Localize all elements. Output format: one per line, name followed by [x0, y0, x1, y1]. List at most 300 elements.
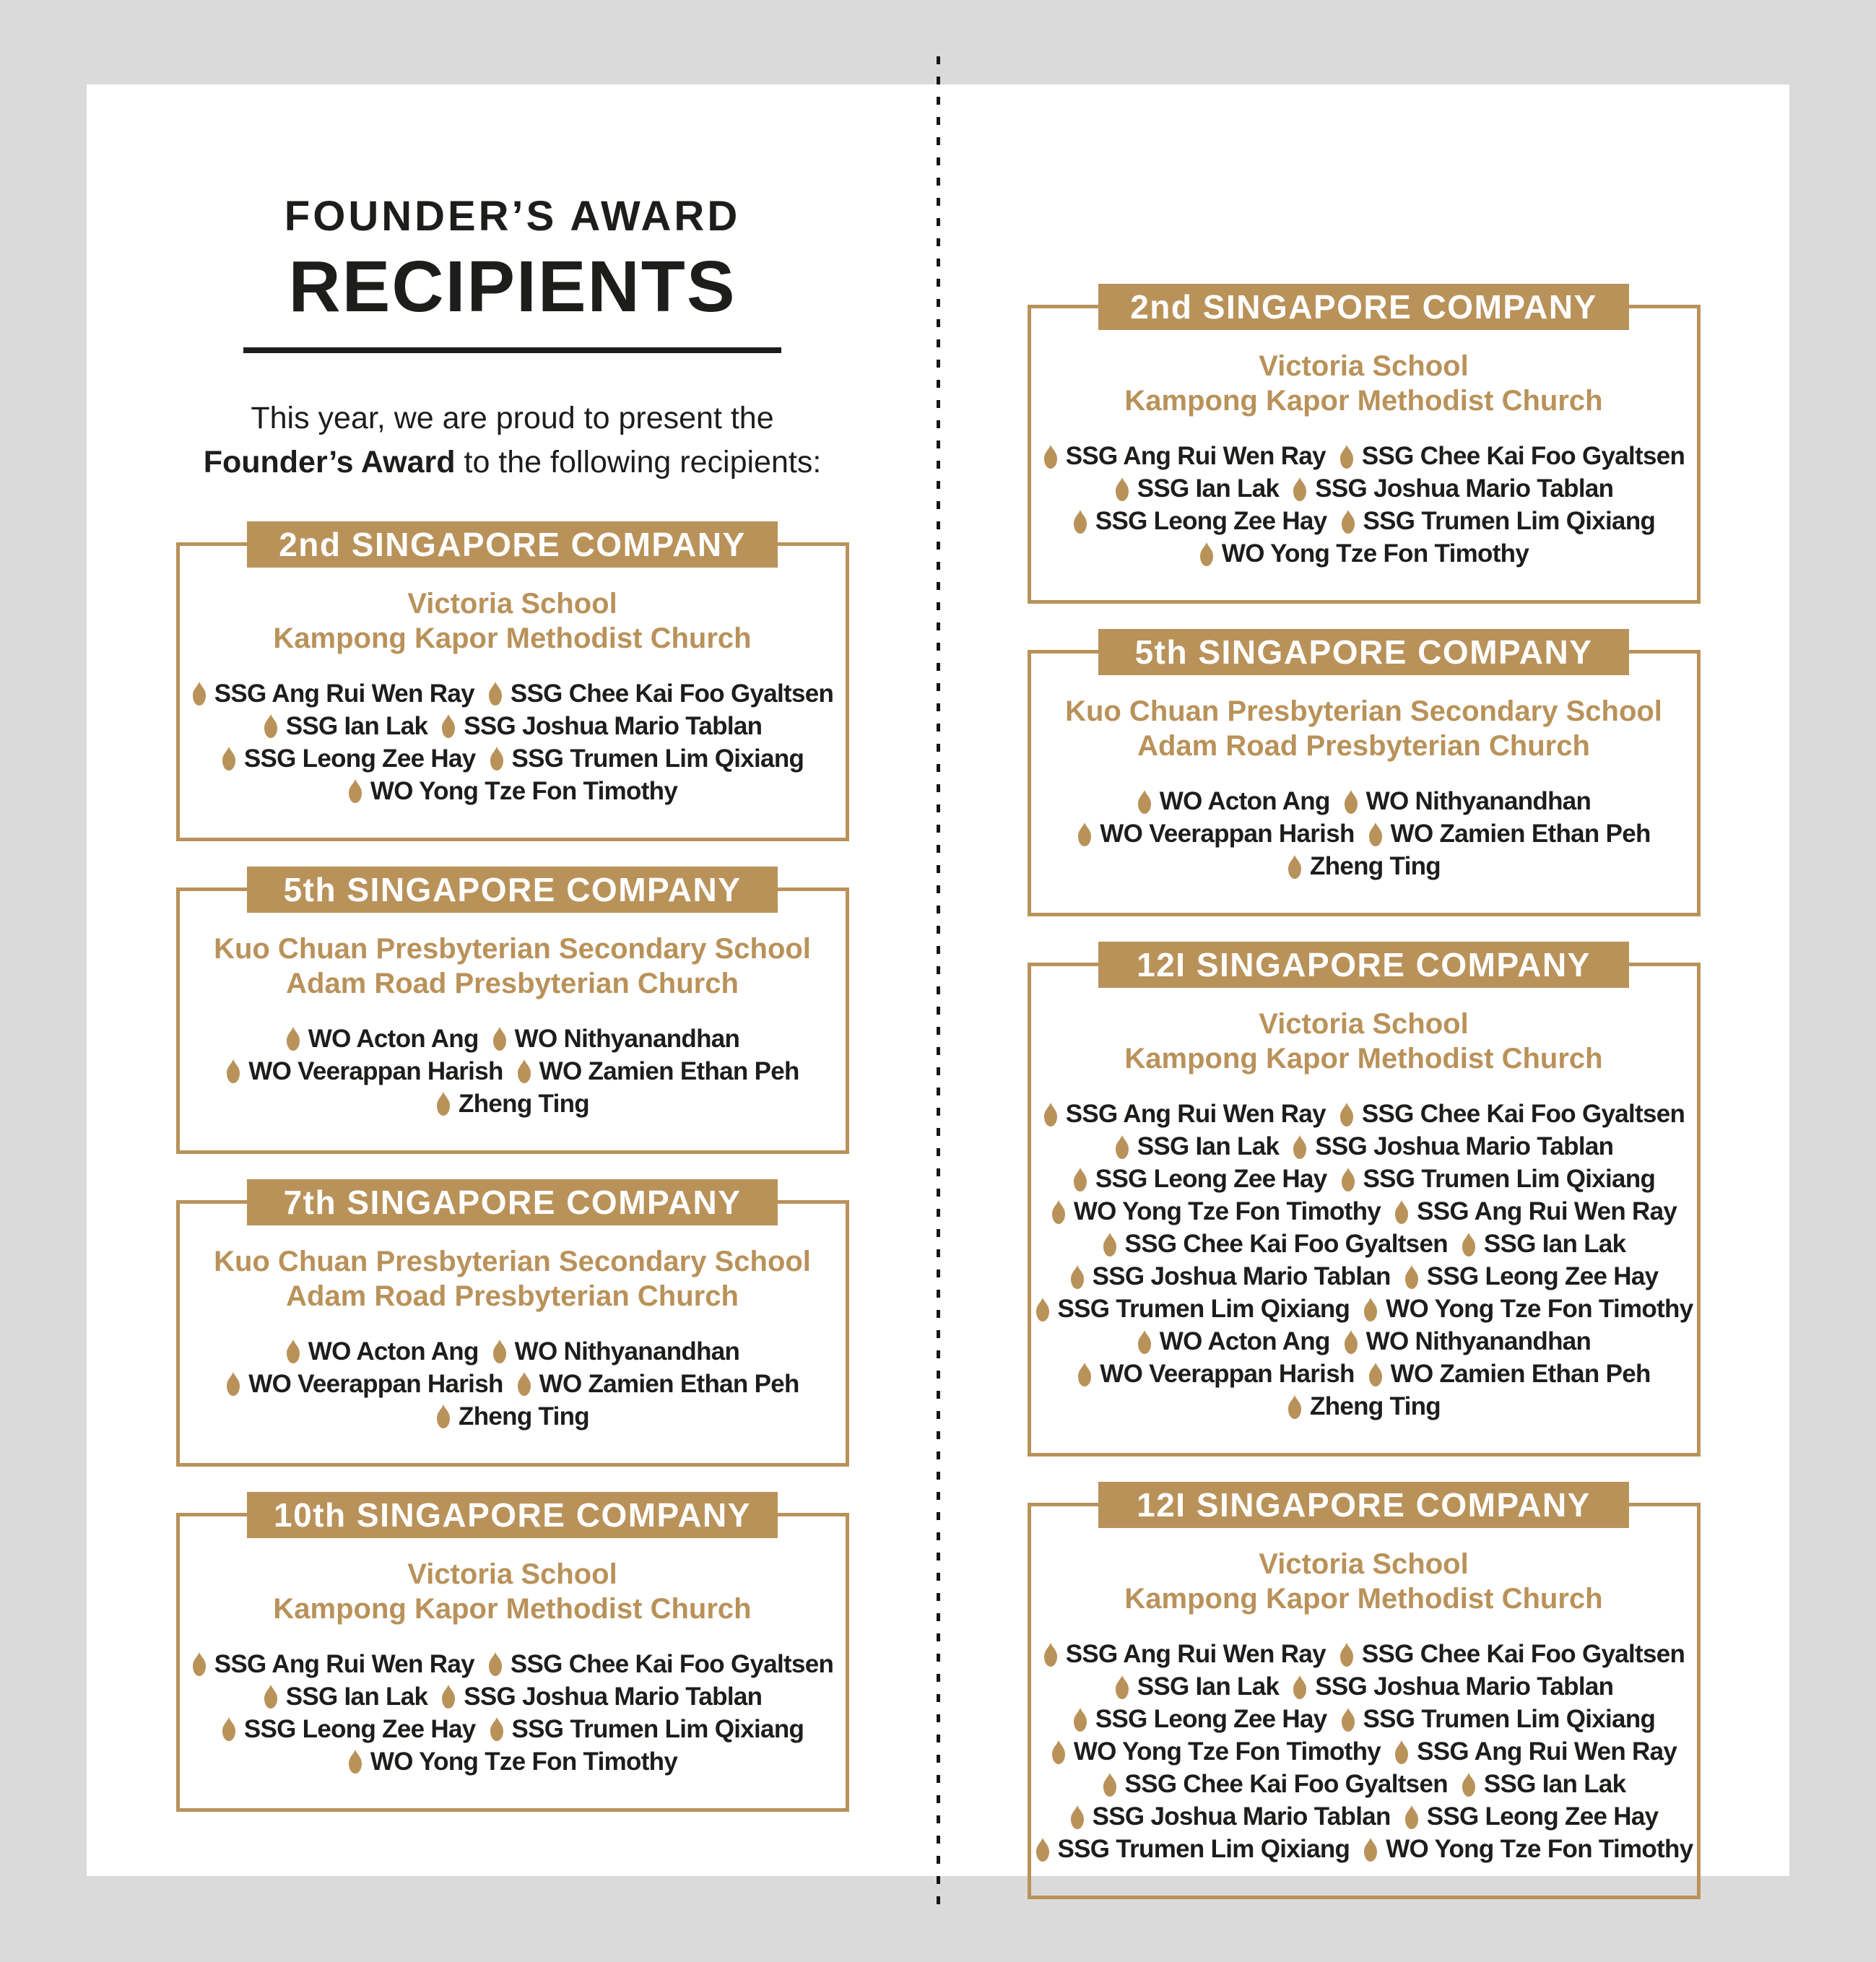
drop-icon — [1114, 1135, 1130, 1159]
recipient — [516, 1369, 799, 1399]
drop-icon — [1339, 1103, 1355, 1127]
recipient-name: SSG Joshua Mario Tablan — [1315, 474, 1614, 503]
recipient-name: SSG Chee Kai Foo Gyaltsen — [510, 679, 834, 708]
intro-text — [152, 396, 874, 485]
recipient-name: SSG Ian Lak — [1137, 1132, 1280, 1160]
section-box — [176, 1496, 849, 1812]
recipient-name: SSG Leong Zee Hay — [1426, 1802, 1659, 1831]
recipient-line — [1031, 1132, 1697, 1162]
recipient-line — [1031, 1229, 1697, 1259]
recipient — [1287, 851, 1441, 882]
recipient-name: SSG Ang Rui Wen Ray — [1417, 1197, 1677, 1225]
drop-icon — [1043, 1103, 1059, 1127]
recipient-name: Zheng Ting — [459, 1402, 589, 1431]
drop-icon — [285, 1340, 301, 1363]
drop-icon — [1394, 1200, 1410, 1224]
recipient-line — [1031, 1262, 1697, 1292]
recipient-name: WO Yong Tze Fon Timothy — [1386, 1835, 1693, 1863]
drop-icon — [435, 1405, 451, 1428]
recipient — [1072, 506, 1327, 537]
recipient-line — [180, 711, 846, 742]
section-box — [176, 1183, 849, 1467]
school-name: Victoria School — [1259, 350, 1469, 382]
recipient-name: WO Yong Tze Fon Timothy — [1386, 1295, 1693, 1323]
recipient-name: WO Zamien Ethan Peh — [539, 1369, 799, 1398]
recipient-line — [1031, 1639, 1697, 1670]
recipient — [221, 1714, 476, 1745]
school-name: Victoria School — [1259, 1548, 1469, 1580]
recipient-name: SSG Joshua Mario Tablan — [464, 1682, 763, 1711]
company-section — [1028, 633, 1701, 916]
company-name: 5th SINGAPORE COMPANY — [283, 870, 742, 908]
drop-icon — [347, 1750, 363, 1774]
recipient-line — [1031, 1704, 1697, 1735]
drop-icon — [1072, 510, 1088, 534]
drop-icon — [487, 682, 503, 706]
drop-icon — [1343, 1330, 1359, 1354]
recipient-line — [1031, 851, 1697, 882]
recipient-line — [1031, 1392, 1697, 1422]
recipient — [1343, 786, 1591, 817]
drop-icon — [1287, 1395, 1303, 1419]
recipient — [440, 1682, 762, 1712]
drop-icon — [492, 1027, 508, 1051]
recipient — [1199, 539, 1529, 569]
recipient — [1339, 441, 1685, 472]
recipient — [1137, 1327, 1330, 1357]
school-name: Kuo Chuan Presbyterian Secondary School — [214, 932, 811, 965]
recipient-line — [1031, 1802, 1697, 1832]
school-church-list — [1031, 694, 1697, 763]
recipient-name: SSG Trumen Lim Qixiang — [1363, 507, 1656, 535]
recipient — [1340, 1164, 1656, 1194]
left-page-column — [87, 84, 938, 1858]
drop-icon — [1051, 1740, 1067, 1764]
recipient — [1292, 1672, 1613, 1702]
recipient — [1343, 1327, 1591, 1357]
drop-icon — [489, 747, 505, 771]
recipient-name: WO Nithyanandhan — [1365, 787, 1591, 815]
recipient — [1287, 1392, 1441, 1422]
right-page-column — [938, 84, 1789, 1945]
recipient — [1363, 1294, 1693, 1324]
company-section — [176, 870, 849, 1154]
recipient-name: SSG Ang Rui Wen Ray — [214, 1649, 474, 1678]
section-header-bar — [1098, 942, 1629, 988]
recipient-name: SSG Chee Kai Foo Gyaltsen — [1361, 442, 1685, 470]
recipient-name: Zheng Ting — [1310, 852, 1441, 880]
school-name: Kuo Chuan Presbyterian Secondary School — [1065, 695, 1662, 727]
recipient — [347, 776, 677, 807]
section-header-bar — [247, 867, 778, 913]
recipient-line — [180, 1649, 846, 1680]
drop-icon — [221, 747, 237, 771]
recipient-name: SSG Chee Kai Foo Gyaltsen — [1124, 1770, 1448, 1798]
drop-icon — [1077, 1363, 1093, 1386]
recipient-name: WO Nithyanandhan — [514, 1337, 740, 1366]
company-section — [1028, 1486, 1701, 1899]
drop-icon — [1292, 1135, 1308, 1159]
school-church-list — [1031, 1007, 1697, 1076]
school-church-list — [180, 932, 846, 1001]
recipient-line — [1031, 1769, 1697, 1800]
company-name: 10th SINGAPORE COMPANY — [274, 1496, 751, 1534]
drop-icon — [1114, 1675, 1130, 1699]
recipient — [285, 1337, 479, 1367]
recipient-line — [180, 744, 846, 774]
recipient-line — [180, 1056, 846, 1087]
company-name: 12I SINGAPORE COMPANY — [1137, 1486, 1591, 1524]
recipient — [1072, 1704, 1327, 1735]
recipient-line — [1031, 1834, 1697, 1865]
recipient-name: Zheng Ting — [459, 1089, 589, 1118]
recipient-name: SSG Joshua Mario Tablan — [1315, 1672, 1614, 1701]
recipient-name: WO Nithyanandhan — [1365, 1327, 1591, 1355]
recipient — [1102, 1769, 1448, 1800]
recipient — [1114, 1132, 1280, 1162]
company-name: 2nd SINGAPORE COMPANY — [279, 525, 746, 563]
school-name: Adam Road Presbyterian Church — [286, 967, 739, 999]
drop-icon — [1287, 855, 1303, 879]
recipient-name: Zheng Ting — [1310, 1392, 1441, 1420]
recipient — [1340, 506, 1656, 537]
right-sections — [938, 288, 1789, 1899]
drop-icon — [1363, 1298, 1378, 1321]
drop-icon — [1368, 1363, 1384, 1386]
section-box — [1028, 633, 1701, 916]
company-section — [1028, 946, 1701, 1457]
recipient-name: SSG Leong Zee Hay — [1426, 1262, 1659, 1290]
recipient-name: WO Yong Tze Fon Timothy — [370, 1747, 678, 1776]
drop-icon — [1292, 1675, 1308, 1699]
recipient-name: SSG Trumen Lim Qixiang — [511, 1714, 804, 1743]
recipient — [1339, 1639, 1685, 1670]
company-section — [1028, 288, 1701, 604]
recipient-line — [180, 1682, 846, 1712]
recipient — [1339, 1099, 1685, 1129]
recipient-name: SSG Trumen Lim Qixiang — [511, 744, 804, 773]
school-name: Kampong Kapor Methodist Church — [1124, 385, 1603, 417]
drop-icon — [1137, 790, 1152, 814]
company-name: 2nd SINGAPORE COMPANY — [1130, 288, 1597, 326]
recipient — [1394, 1737, 1677, 1767]
recipient — [1292, 1132, 1613, 1162]
recipient-name: SSG Ang Rui Wen Ray — [1065, 1640, 1326, 1668]
recipient — [1043, 441, 1326, 472]
drop-icon — [1404, 1265, 1420, 1289]
recipient-line — [180, 1089, 846, 1119]
recipient-name: SSG Ian Lak — [285, 711, 428, 740]
school-name: Victoria School — [407, 587, 617, 620]
drop-icon — [1035, 1298, 1051, 1321]
recipient — [440, 711, 762, 742]
recipient-list — [1031, 1639, 1697, 1865]
school-church-list — [180, 1557, 846, 1626]
recipient-list — [180, 1649, 846, 1777]
school-name: Adam Road Presbyterian Church — [286, 1280, 739, 1312]
recipient-name: SSG Ian Lak — [1483, 1770, 1626, 1798]
section-header-bar — [1098, 284, 1629, 330]
recipient-name: SSG Trumen Lim Qixiang — [1363, 1705, 1656, 1733]
recipient-line — [180, 1747, 846, 1777]
recipient-name: SSG Trumen Lim Qixiang — [1363, 1165, 1656, 1193]
recipient-line — [1031, 474, 1697, 504]
recipient-name: SSG Joshua Mario Tablan — [1092, 1262, 1391, 1290]
recipient-list — [1031, 441, 1697, 569]
recipient-line — [180, 1402, 846, 1432]
recipient-name: SSG Trumen Lim Qixiang — [1057, 1835, 1350, 1863]
drop-icon — [1343, 790, 1359, 814]
recipient-name: SSG Leong Zee Hay — [1095, 507, 1327, 535]
recipient — [347, 1747, 677, 1777]
recipient-name: WO Zamien Ethan Peh — [1390, 1360, 1651, 1388]
recipient-name: SSG Ang Rui Wen Ray — [1065, 442, 1326, 470]
recipient — [1069, 1262, 1391, 1292]
recipient-name: SSG Ian Lak — [1137, 474, 1280, 503]
recipient — [1077, 819, 1354, 849]
drop-icon — [1461, 1233, 1477, 1256]
recipient-name: SSG Ang Rui Wen Ray — [1065, 1100, 1326, 1128]
drop-icon — [1114, 477, 1130, 501]
recipient-list — [1031, 786, 1697, 882]
school-church-list — [1031, 349, 1697, 418]
section-box — [176, 525, 849, 841]
school-name: Kampong Kapor Methodist Church — [273, 1592, 752, 1625]
school-name: Kuo Chuan Presbyterian Secondary School — [214, 1245, 811, 1277]
page-title-kicker: FOUNDER’S AWARD — [284, 193, 741, 240]
intro-bold: Founder’s Award — [203, 444, 456, 479]
recipient-name: SSG Joshua Mario Tablan — [1092, 1802, 1391, 1831]
left-sections — [87, 525, 938, 1812]
recipient — [487, 1649, 833, 1680]
recipient-name: SSG Leong Zee Hay — [243, 744, 476, 773]
recipient-line — [1031, 1294, 1697, 1324]
recipient-name: WO Acton Ang — [1159, 1327, 1330, 1355]
drop-icon — [440, 1685, 456, 1709]
drop-icon — [1051, 1200, 1067, 1224]
recipient-line — [1031, 1327, 1697, 1357]
recipient-line — [180, 1337, 846, 1367]
recipient-line — [180, 776, 846, 807]
drop-icon — [1137, 1330, 1152, 1354]
section-header-bar — [247, 521, 778, 568]
recipient — [1404, 1802, 1659, 1832]
drop-icon — [225, 1059, 241, 1083]
intro-line1: This year, we are proud to present the — [251, 400, 774, 435]
drop-icon — [435, 1092, 451, 1116]
recipient-name: SSG Chee Kai Foo Gyaltsen — [510, 1649, 834, 1678]
recipient-name: SSG Joshua Mario Tablan — [464, 711, 763, 740]
drop-icon — [225, 1372, 241, 1396]
drop-icon — [263, 1685, 279, 1709]
drop-icon — [1069, 1265, 1085, 1289]
recipient-line — [1031, 819, 1697, 849]
recipient-line — [1031, 1737, 1697, 1767]
drop-icon — [489, 1717, 505, 1741]
recipient — [1394, 1197, 1677, 1227]
recipient — [263, 711, 428, 742]
section-header-bar — [247, 1492, 778, 1538]
recipient-name: SSG Leong Zee Hay — [1095, 1705, 1327, 1733]
section-header-bar — [1098, 629, 1629, 675]
recipient — [1072, 1164, 1327, 1194]
recipient-line — [1031, 786, 1697, 817]
recipient-line — [1031, 1359, 1697, 1389]
recipient-name: SSG Leong Zee Hay — [1095, 1165, 1327, 1193]
recipient — [263, 1682, 428, 1712]
recipient — [1102, 1229, 1448, 1259]
school-name: Adam Road Presbyterian Church — [1137, 730, 1590, 762]
drop-icon — [1394, 1740, 1410, 1764]
drop-icon — [1043, 445, 1059, 469]
school-church-list — [180, 586, 846, 656]
recipient-list — [180, 679, 846, 807]
title-underline — [243, 347, 781, 353]
recipient — [1077, 1359, 1354, 1389]
recipient-line — [1031, 1197, 1697, 1227]
recipient-name: WO Yong Tze Fon Timothy — [1073, 1197, 1381, 1225]
recipient — [221, 744, 476, 774]
drop-icon — [516, 1059, 532, 1083]
recipient-line — [180, 1714, 846, 1745]
intro-line2-rest: to the following recipients: — [455, 444, 822, 479]
school-name: Kampong Kapor Methodist Church — [1124, 1043, 1603, 1075]
company-name: 5th SINGAPORE COMPANY — [1134, 633, 1593, 671]
recipient-name: SSG Ian Lak — [1137, 1672, 1280, 1701]
recipient-name: SSG Ian Lak — [285, 1682, 428, 1711]
drop-icon — [285, 1027, 301, 1051]
company-name: 7th SINGAPORE COMPANY — [283, 1183, 742, 1221]
recipient-line — [1031, 441, 1697, 472]
recipient-name: WO Yong Tze Fon Timothy — [1221, 539, 1529, 568]
recipient — [1404, 1262, 1659, 1292]
recipient-name: WO Veerappan Harish — [248, 1369, 503, 1398]
section-box — [1028, 1486, 1701, 1899]
drop-icon — [191, 682, 207, 706]
recipient-list — [180, 1024, 846, 1119]
recipient — [1043, 1099, 1326, 1129]
recipient — [1340, 1704, 1656, 1735]
drop-icon — [1368, 822, 1384, 846]
recipient-name: WO Acton Ang — [308, 1024, 479, 1053]
recipient — [492, 1337, 740, 1367]
section-box — [176, 870, 849, 1154]
recipient-line — [1031, 506, 1697, 537]
school-church-list — [180, 1244, 846, 1314]
recipient — [435, 1089, 589, 1119]
school-church-list — [1031, 1547, 1697, 1616]
company-name: 12I SINGAPORE COMPANY — [1137, 946, 1591, 984]
school-name: Victoria School — [1259, 1008, 1469, 1040]
company-section — [176, 1183, 849, 1467]
recipient — [489, 1714, 804, 1745]
drop-icon — [1404, 1805, 1420, 1829]
recipient-name: WO Acton Ang — [1159, 787, 1330, 815]
recipient-name: SSG Trumen Lim Qixiang — [1057, 1295, 1350, 1323]
recipient — [1035, 1294, 1350, 1324]
recipient-line — [1031, 1672, 1697, 1702]
drop-icon — [1043, 1643, 1059, 1667]
recipient — [1051, 1737, 1381, 1767]
drop-icon — [440, 714, 456, 738]
recipient — [1043, 1639, 1326, 1670]
section-header-bar — [1098, 1482, 1629, 1528]
drop-icon — [1339, 445, 1355, 469]
recipient — [191, 679, 474, 709]
recipient-name: WO Veerappan Harish — [1100, 820, 1355, 848]
recipient-line — [180, 1024, 846, 1054]
recipient-name: WO Nithyanandhan — [514, 1024, 740, 1053]
section-header-bar — [247, 1179, 778, 1225]
drop-icon — [191, 1652, 207, 1676]
recipient-name: SSG Chee Kai Foo Gyaltsen — [1361, 1640, 1685, 1668]
recipient-list — [180, 1337, 846, 1432]
drop-icon — [1339, 1643, 1355, 1667]
drop-icon — [1069, 1805, 1085, 1829]
company-section — [176, 1496, 849, 1812]
recipient — [1461, 1769, 1626, 1800]
page-title: RECIPIENTS — [288, 246, 737, 327]
recipient — [1035, 1834, 1350, 1865]
school-name: Kampong Kapor Methodist Church — [273, 622, 752, 654]
drop-icon — [263, 714, 279, 738]
drop-icon — [1102, 1773, 1118, 1797]
fold-dashed-divider — [937, 56, 940, 1906]
drop-icon — [1072, 1168, 1088, 1191]
recipient-name: WO Veerappan Harish — [1100, 1360, 1355, 1388]
recipient — [1114, 474, 1280, 504]
school-name: Kampong Kapor Methodist Church — [1124, 1583, 1603, 1615]
drop-icon — [347, 779, 363, 803]
recipient — [1368, 819, 1651, 849]
recipient-line — [1031, 1164, 1697, 1194]
recipient-line — [180, 1369, 846, 1399]
recipient-line — [1031, 1099, 1697, 1129]
drop-icon — [1077, 822, 1093, 846]
recipient-name: WO Zamien Ethan Peh — [539, 1056, 799, 1085]
recipient — [489, 744, 804, 774]
drop-icon — [1363, 1838, 1378, 1862]
drop-icon — [1199, 542, 1215, 566]
drop-icon — [1102, 1233, 1118, 1256]
recipient — [1368, 1359, 1651, 1389]
recipient — [487, 679, 833, 709]
recipient — [1114, 1672, 1280, 1702]
recipient — [1292, 474, 1613, 504]
drop-icon — [516, 1372, 532, 1396]
school-name: Victoria School — [407, 1558, 617, 1590]
company-section — [176, 525, 849, 841]
recipient-name: SSG Chee Kai Foo Gyaltsen — [1124, 1230, 1448, 1258]
recipient — [285, 1024, 479, 1054]
recipient — [1461, 1229, 1626, 1259]
recipient — [492, 1024, 740, 1054]
drop-icon — [492, 1340, 508, 1363]
recipient — [191, 1649, 474, 1680]
drop-icon — [1340, 1708, 1356, 1732]
recipient-name: WO Yong Tze Fon Timothy — [370, 776, 678, 805]
recipient-name: WO Yong Tze Fon Timothy — [1073, 1737, 1381, 1766]
recipient-name: WO Zamien Ethan Peh — [1390, 820, 1651, 848]
recipient-list — [1031, 1099, 1697, 1422]
recipient-name: SSG Ian Lak — [1483, 1230, 1626, 1258]
recipient-name: SSG Joshua Mario Tablan — [1315, 1132, 1614, 1160]
drop-icon — [1292, 477, 1308, 501]
drop-icon — [1035, 1838, 1051, 1862]
drop-icon — [1340, 510, 1356, 534]
drop-icon — [1461, 1773, 1477, 1797]
recipient — [1363, 1834, 1693, 1865]
